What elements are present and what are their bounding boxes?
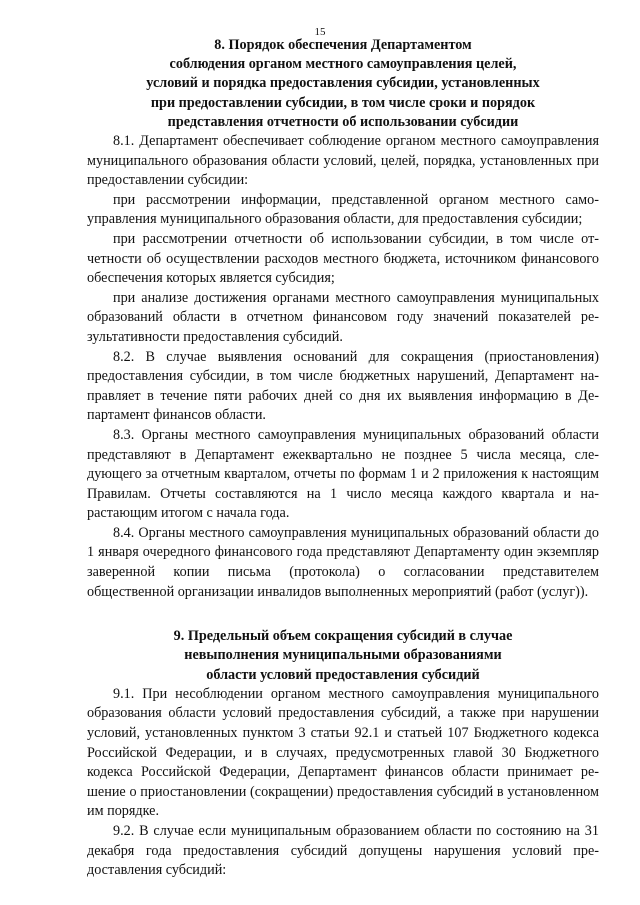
paragraph-8-2: 8.2. В случае выявления оснований для сокращения (приостановления) предоставления субсидии, в том числе бюджетных нарушений, Департамент направляет в течение пяти рабочих дней со дня их выявления информацию в Департамент финансов области.	[87, 348, 599, 424]
heading-line: представления отчетности об использовании субсидии	[167, 113, 519, 130]
section-8-heading	[87, 36, 599, 132]
paragraph-9-2: 9.2. В случае если муниципальным образованием области по состоянию на 31 декабря года предоставления субсидий допущены нарушения условий предоставления субсидий:	[87, 823, 599, 879]
paragraph-8-1-item-2: при рассмотрении отчетности об использовании субсидии, в том числе отчетности об осуществлении расходов местного бюджета, источником финансового обеспечения которых является субсидия;	[87, 230, 599, 287]
paragraph-9-1: 9.1. При несоблюдении органом местного самоуправления муниципального образования области условий предоставления субсидий, а также при нарушении условий, установленных пунктом 3 статьи 92.1 и статьей 107 Бюджетного кодекса Российской Федерации, и в случаях, предусмотренных главой 30 Бюджетного кодекса Российской Федерации, Департамент финансов области принимает решение о приостановлении (сокращении) предоставления субсидий в установленном им порядке.	[87, 685, 599, 820]
heading-line: соблюдения органом местного самоуправления целей,	[169, 56, 517, 73]
heading-line: 8. Порядок обеспечения Департаментом	[214, 37, 472, 53]
paragraph-8-4: 8.4. Органы местного самоуправления муниципальных образований области до 1 января очередного финансового года представляют Департаменту один экземпляр заверенной копии письма (протокола) о согласовании представителем общественной организации инвалидов выполненных мероприятий (работ (услуг)).	[87, 524, 599, 600]
paragraph-8-1-item-1: при рассмотрении информации, представленной органом местного самоуправления муниципального образования области, для предоставления субсидии;	[87, 191, 599, 228]
heading-line: 9. Предельный объем сокращения субсидий в случае	[173, 628, 513, 645]
heading-line: области условий предоставления субсидий	[206, 666, 480, 683]
paragraph-8-1: 8.1. Департамент обеспечивает соблюдение органом местного самоуправления муниципального образования области условий, целей, порядка, установленных при предоставлении субсидии:	[87, 133, 599, 189]
paragraph-8-3: 8.3. Органы местного самоуправления муниципальных образований области представляют в Департамент ежеквартально не позднее 5 числа месяца, следующего за отчетным кварталом, отчеты по формам 1 и 2 приложения к настоящим Правилам. Отчеты составляются на 1 число месяца каждого квартала и нарастающим итогом с начала года.	[87, 426, 599, 522]
page-number: 15	[314, 26, 326, 38]
paragraph-8-1-item-3: при анализе достижения органами местного самоуправления муниципальных образований области в отчетном финансовом году значений показателей результативности предоставления субсидий.	[87, 289, 599, 345]
heading-line: при предоставлении субсидии, в том числе сроки и порядок	[150, 94, 536, 111]
document-body	[87, 36, 599, 881]
heading-line: невыполнения муниципальными образованиями	[184, 647, 502, 664]
section-9-heading	[87, 627, 599, 685]
heading-line: условий и порядка предоставления субсидии, установленных	[146, 75, 540, 92]
